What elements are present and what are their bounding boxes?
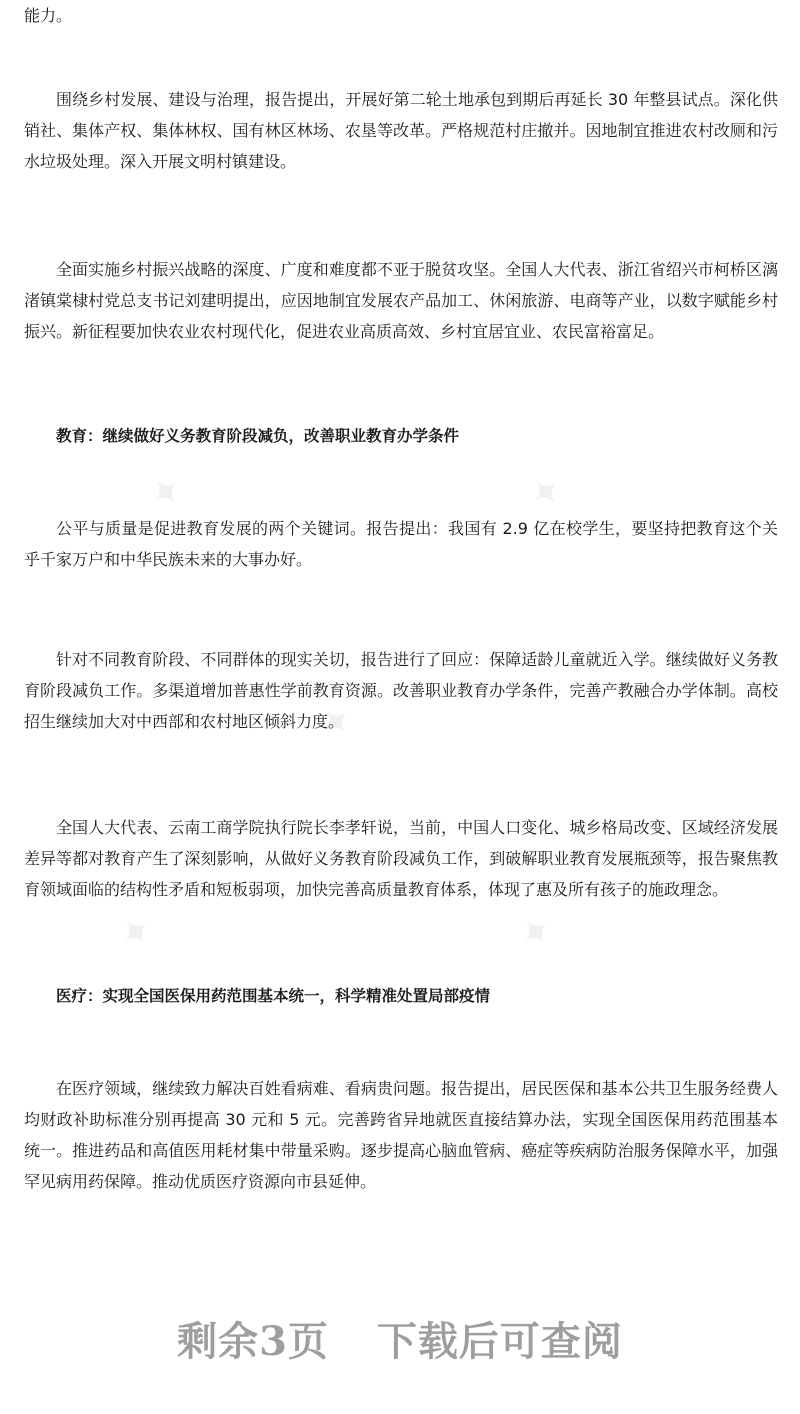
section-heading-medical: 医疗：实现全国医保用药范围基本统一，科学精准处置局部疫情 bbox=[56, 987, 491, 1005]
paragraph-education-representative: 全国人大代表、云南工商学院执行院长李孝轩说，当前，中国人口变化、城乡格局改变、区域经济发展差异等都对教育产生了深刻影响，从做好义务教育阶段减负工作，到破解职业教育发展瓶颈等，报告聚焦教育领域面临的结构性矛盾和短板弱项，加快完善高质量教育体系，体现了惠及所有孩子的施政理念。 bbox=[24, 818, 778, 899]
paragraph-fragment: 能力。 bbox=[24, 6, 73, 25]
download-to-view-text: 下载后可查阅 bbox=[376, 1318, 623, 1365]
paragraph-medical-care: 在医疗领域，继续致力解决百姓看病难、看病贵问题。报告提出，居民医保和基本公共卫生服务经费人均财政补助标准分别再提高 30 元和 5 元。完善跨省异地就医直接结算办法，实现全国医保用药范围基本统一。推进药品和高值医用耗材集中带量采购。逐步提高心脑血管病、癌症等疾病防治服务保障水平，加强罕见病用药保障。推动优质医疗资源向市县延伸。 bbox=[24, 1079, 778, 1191]
paragraph-rural-revitalization: 全面实施乡村振兴战略的深度、广度和难度都不亚于脱贫攻坚。全国人大代表、浙江省绍兴市柯桥区漓渚镇棠棣村党总支书记刘建明提出，应因地制宜发展农产品加工、休闲旅游、电商等产业，以数字赋能乡村振兴。新征程要加快农业农村现代化，促进农业高质高效、乡村宜居宜业、农民富裕富足。 bbox=[24, 260, 778, 341]
watermark-mark: ✦ bbox=[139, 464, 195, 522]
watermark-mark: ✦ bbox=[309, 694, 365, 752]
section-heading-education: 教育：继续做好义务教育阶段减负，改善职业教育办学条件 bbox=[56, 427, 460, 445]
remaining-pages-text: 剩余3页 bbox=[177, 1318, 329, 1365]
paragraph-education-stages: 针对不同教育阶段、不同群体的现实关切，报告进行了回应：保障适龄儿童就近入学。继续做好义务教育阶段减负工作。多渠道增加普惠性学前教育资源。改善职业教育办学条件，完善产教融合办学体制。高校招生继续加大对中西部和农村地区倾斜力度。 bbox=[24, 650, 778, 731]
watermark-mark: ✦ bbox=[509, 904, 565, 962]
watermark-mark: ✦ bbox=[109, 904, 165, 962]
paragraph-rural-reform: 围绕乡村发展、建设与治理，报告提出，开展好第二轮土地承包到期后再延长 30 年整县试点。深化供销社、集体产权、集体林权、国有林区林场、农垦等改革。严格规范村庄撤并。因地制宜推进农村改厕和污水垃圾处理。深入开展文明村镇建设。 bbox=[24, 90, 778, 171]
download-prompt-banner[interactable] bbox=[0, 1310, 800, 1367]
watermark-mark: ✦ bbox=[519, 464, 575, 522]
paragraph-education-fairness: 公平与质量是促进教育发展的两个关键词。报告提出：我国有 2.9 亿在校学生，要坚持把教育这个关乎千家万户和中华民族未来的大事办好。 bbox=[24, 519, 778, 569]
